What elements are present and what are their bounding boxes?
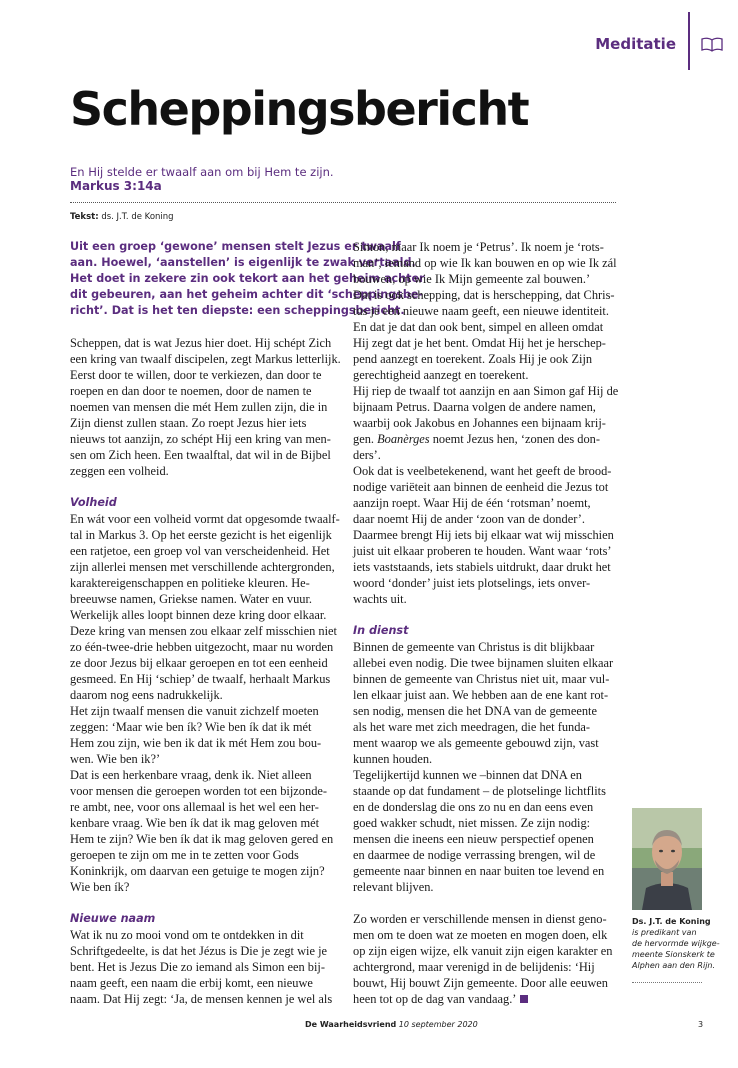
text-line: daar noemt Hij de ander ‘zoon van de donder’. xyxy=(353,512,586,526)
text-line: achtergrond, maar verenigd in de belijdenis: ‘Hij xyxy=(353,960,595,974)
text-line: goed wakker schudt, niet missen. Ze zijn nodig: xyxy=(353,816,591,830)
right-column xyxy=(353,239,619,1007)
text-line: ders’. xyxy=(353,448,381,462)
text-line: Hij riep de twaalf tot aanzijn en aan Simon gaf Hij de xyxy=(353,384,619,398)
text-line: een ratjetoe, een groep vol van verscheidenheid. Het xyxy=(70,544,330,558)
text-line: naam geeft, een naam die erbij komt, een nieuwe xyxy=(70,976,313,990)
text-line: Koninkrijk, om daarvan een getuige te mogen zijn? xyxy=(70,864,325,878)
text-line: Scheppen, dat is wat Jezus hier doet. Hij schépt Zich xyxy=(70,336,332,350)
text-line: Hij zegt dat je het bent. Omdat Hij het je herschep- xyxy=(353,336,606,350)
text-line: tus je een nieuwe naam geeft, een nieuwe identiteit. xyxy=(353,304,609,318)
text-line: Het doet in zekere zin ook tekort aan het geheim achter xyxy=(70,272,425,285)
author-photo xyxy=(632,808,702,910)
text-line: Wat ik nu zo mooi vond om te ontdekken in dit xyxy=(70,928,304,942)
text-line: Binnen de gemeente van Christus is dit blijkbaar xyxy=(353,640,595,654)
section-heading-in-dienst: In dienst xyxy=(353,624,409,637)
text-line: man’, iemand op wie Ik kan bouwen en op wie Ik zál xyxy=(353,256,617,270)
issue-date: 10 september 2020 xyxy=(398,1020,478,1029)
text-line: Eerst door te willen, door te verkiezen, dan door te xyxy=(70,368,322,382)
article-title: Scheppingsbericht xyxy=(70,82,529,136)
text-line: allebei even nodig. Die twee bijnamen sluiten elkaar xyxy=(353,656,614,670)
text-line: ze door Jezus bij elkaar geroepen en tot een eenheid xyxy=(70,656,328,670)
text-line: gesmeed. En Hij ‘schiep’ de twaalf, herhaalt Markus xyxy=(70,672,331,686)
text-line: Ook dat is veelbetekenend, want het geeft de brood- xyxy=(353,464,612,478)
text-line: pend aanzegt en toerekent. Zoals Hij je ook Zijn xyxy=(353,352,593,366)
section-label: Meditatie xyxy=(595,35,676,53)
text-line: Schriftgedeelte, is dat het Jézus is Die je zegt wie je xyxy=(70,944,328,958)
caption-name: Ds. J.T. de Koning xyxy=(632,917,711,926)
text-line: bijnaam Petrus. Daarna volgen de andere namen, xyxy=(353,400,596,414)
volheid-paragraph xyxy=(70,511,338,895)
text-line: Daarmee brengt Hij iets bij elkaar wat wij misschien xyxy=(353,528,614,542)
text-line: geroepen te zijn om me in te zetten voor Gods xyxy=(70,848,299,862)
text-line: kenbare vraag. Wie ben ík dat ik mag geloven mét xyxy=(70,816,320,830)
text-line: Het zijn twaalf mensen die vanuit zichzelf moeten xyxy=(70,704,319,718)
text-line: mensen die ineens een nieuw perspectief openen xyxy=(353,832,594,846)
text-line: roepen en dan door te noemen, door de namen te xyxy=(70,384,312,398)
text-line: Wie ben ík? xyxy=(70,880,130,894)
caption-divider xyxy=(632,982,702,983)
author-line xyxy=(70,212,174,222)
text-line: zeggen een volheid. xyxy=(70,464,169,478)
text-line: Dat is een herkenbare vraag, denk ik. Niet alleen xyxy=(70,768,312,782)
text-line: len elkaar juist aan. We hebben aan de ene kant rot- xyxy=(353,688,609,702)
header-divider xyxy=(688,12,690,70)
text-line: re ambt, nee, voor ons allemaal is het wel een her- xyxy=(70,800,319,814)
text-line: Tegelijkertijd kunnen we –binnen dat DNA en xyxy=(353,768,582,782)
text-line: Hem zou zijn, wie ben ik dat ik mét Hem zou bou- xyxy=(70,736,322,750)
section-heading-nieuwe-naam: Nieuwe naam xyxy=(70,912,156,925)
caption-line: meente Sionskerk te xyxy=(632,950,715,959)
end-mark xyxy=(520,995,528,1003)
text-line: karaktereigenschappen en politieke kleuren. He- xyxy=(70,576,310,590)
text-line: gemeente naar binnen en naar buiten toe levend en xyxy=(353,864,605,878)
text-line: breeuwse namen, Griekse namen. Water en vuur. xyxy=(70,592,313,606)
caption-line: de hervormde wijkge- xyxy=(632,939,720,948)
text-line: bouwen, op wie Ik Mijn gemeente zal bouwen.’ xyxy=(353,272,591,286)
text-line: Uit een groep ‘gewone’ mensen stelt Jezus er twaalf xyxy=(70,240,401,253)
text-line: en de donderslag die ons zo nu en dan eens even xyxy=(353,800,594,814)
text-line: aanzijn roept. Waar Hij de één ‘rotsman’ noemt, xyxy=(353,496,591,510)
text-line: bent. Het is Jezus Die zo iemand als Simon een bij- xyxy=(70,960,325,974)
nieuwe-naam-continued xyxy=(353,239,619,431)
text-line: Deze kring van mensen zou elkaar zelf misschien niet xyxy=(70,624,337,638)
bible-reference: Markus 3:14a xyxy=(70,179,162,193)
text-line: bouwt, Hij bouwt Zijn gemeente. Door alle eeuwen xyxy=(353,976,608,990)
text-line: waarbij ook Jakobus en Johannes een bijnaam krij- xyxy=(353,416,606,430)
caption-line: Alphen aan den Rijn. xyxy=(632,961,716,970)
text-line: wachts uit. xyxy=(353,592,407,606)
in-dienst-paragraph xyxy=(353,639,619,895)
section-heading-volheid: Volheid xyxy=(70,496,117,509)
boanerges-line: gen. Boanèrges noemt Jezus hen, ‘zonen des don- xyxy=(353,432,600,446)
text-line: wen. Wie ben ik?’ xyxy=(70,752,161,766)
text-line: Zo worden er verschillende mensen in dienst geno- xyxy=(353,912,607,926)
intro-paragraph xyxy=(70,335,341,479)
text-line: een kring van twaalf discipelen, zegt Markus letterlijk. xyxy=(70,352,341,366)
text-line: Werkelijk alles loopt binnen deze kring door elkaar. xyxy=(70,608,327,622)
text-line: relevant blijven. xyxy=(353,880,434,894)
text-line: op zijn eigen wijze, elk vanuit zijn eigen karakter en xyxy=(353,944,613,958)
text-line: naam. Dat Hij zegt: ‘Ja, de mensen kennen je wel als xyxy=(70,992,333,1006)
text-line: richt’. Dat is het ten diepste: een scheppingsbericht. xyxy=(70,304,405,317)
text-line: staande op dat fundament – de plotselinge lichtflits xyxy=(353,784,606,798)
text-line: Zijn dienst zullen staan. Zo roept Jezus hier iets xyxy=(70,416,307,430)
text-line: iets vaststaands, iets stabiels uitdrukt, daar drukt het xyxy=(353,560,611,574)
text-line: aan. Hoewel, ‘aanstellen’ is eigenlijk te zwak vertaald. xyxy=(70,256,416,269)
text-line: juist uit elkaar proberen te houden. Want waar ‘rots’ xyxy=(353,544,612,558)
veelbetekenend-paragraph xyxy=(353,447,619,607)
lead-paragraph xyxy=(70,239,425,319)
text-line: voor mensen die geroepen worden tot een bijzonde- xyxy=(70,784,328,798)
text-line: Hem te zijn? Wie ben ík dat ik mag geloven gered en xyxy=(70,832,334,846)
text-line: tal in Markus 3. Op het eerste gezicht is het eigenlijk xyxy=(70,528,332,542)
author-name: ds. J.T. de Koning xyxy=(101,212,174,222)
text-line: Dat is ook schepping, dat is herschepping, dat Chris- xyxy=(353,288,615,302)
text-line: nodige variëteit aan binnen de eenheid die Jezus tot xyxy=(353,480,609,494)
closing-paragraph xyxy=(353,911,619,1007)
nieuwe-naam-paragraph xyxy=(70,927,338,1007)
text-line: en daarmee de nodige verrassing brengen, wil de xyxy=(353,848,596,862)
text-line: woord ‘donder’ juist iets plotselings, iets onver- xyxy=(353,576,591,590)
text-line: En wát voor een volheid vormt dat opgesomde twaalf- xyxy=(70,512,340,526)
text-line: kunnen houden. xyxy=(353,752,433,766)
bible-verse: En Hij stelde er twaalf aan om bij Hem te zijn. xyxy=(70,165,334,179)
open-book-icon xyxy=(701,37,723,53)
text-line: heen tot op de dag van vandaag.’ xyxy=(353,991,619,1007)
text-line: nieuws tot aanzijn, zo schépt Hij een kring van men- xyxy=(70,432,331,446)
text-line: zeggen: ‘Maar wie ben ík? Wie ben ík dat ik mét xyxy=(70,720,312,734)
text-line: gerechtigheid aanzegt en toerekent. xyxy=(353,368,529,382)
author-label: Tekst: xyxy=(70,212,99,222)
text-line: Simon, maar Ik noem je ‘Petrus’. Ik noem je ‘rots- xyxy=(353,240,604,254)
text-line: men om te doen wat ze moeten en mogen doen, elk xyxy=(353,928,608,942)
text-line: En dat je dat dan ook bent, simpel en alleen omdat xyxy=(353,320,604,334)
text-line: binnen de gemeente van Christus niet uit, maar vul- xyxy=(353,672,610,686)
text-line: sen nodig, mensen die het DNA van de gemeente xyxy=(353,704,597,718)
footer xyxy=(305,1020,478,1029)
magazine-name: De Waarheidsvriend xyxy=(305,1020,397,1029)
text-line: daarom nog eens nadrukkelijk. xyxy=(70,688,223,702)
text-line: zo één-twee-drie hebben uitgezocht, maar nu worden xyxy=(70,640,334,654)
text-line: sen om Zich heen. Een twaalftal, dat wil in de Bijbel xyxy=(70,448,331,462)
caption-line: is predikant van xyxy=(632,928,697,937)
text-line: ment waarop we als gemeente gebouwd zijn, vast xyxy=(353,736,599,750)
text-line: zijn allerlei mensen met verschillende achtergronden, xyxy=(70,560,335,574)
text-line: dit gebeuren, aan het geheim achter dit ‘scheppingsbe- xyxy=(70,288,424,301)
dotted-divider xyxy=(70,202,616,203)
text-line: noemen van mensen die mét Hem zullen zijn, die in xyxy=(70,400,328,414)
text-line: als het ware met zich meedragen, die het funda- xyxy=(353,720,591,734)
page-number: 3 xyxy=(698,1020,704,1029)
